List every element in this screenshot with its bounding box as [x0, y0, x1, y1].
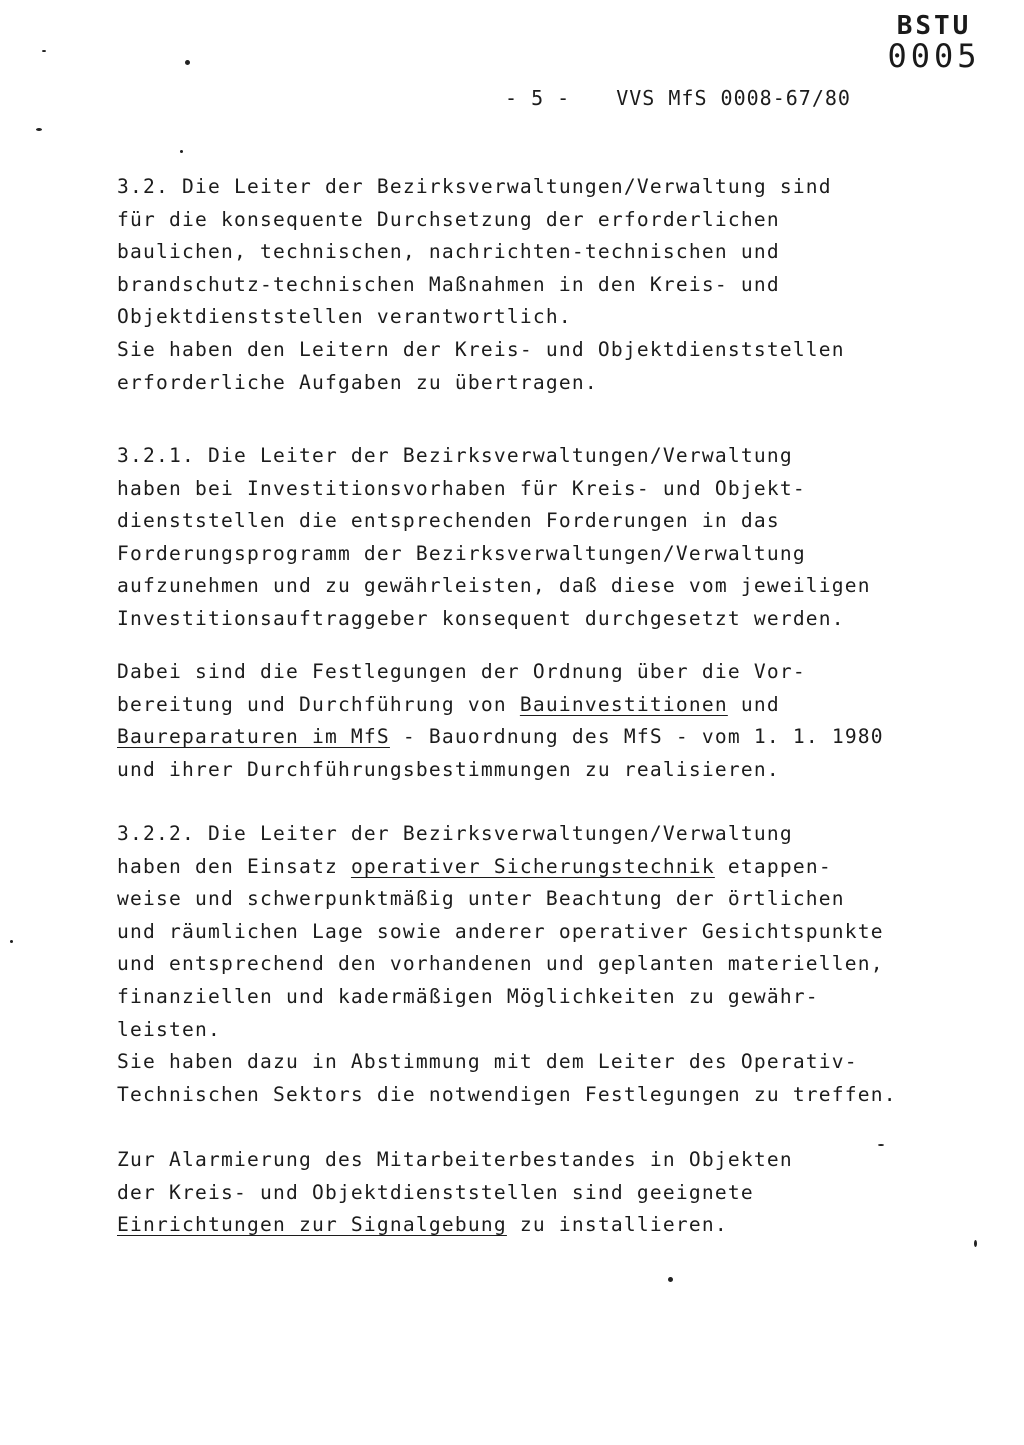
text-segment: und räumlichen Lage sowie anderer operativer Gesichtspunkte	[117, 920, 884, 943]
text-line	[117, 338, 845, 362]
underlined-phrase: Bauinvestitionen	[519, 693, 728, 716]
underlined-phrase: operativer Sicherungstechnik	[350, 855, 715, 878]
text-line	[117, 952, 884, 976]
text-segment: der Kreis- und Objektdienststellen sind geeignete	[117, 1181, 754, 1204]
text-segment: 3.2. Die Leiter der Bezirksverwaltungen/Verwaltung sind	[117, 175, 832, 198]
text-segment: haben den Einsatz	[117, 855, 351, 878]
scan-speck	[42, 50, 46, 52]
text-segment: weise und schwerpunktmäßig unter Beachtung der örtlichen	[117, 887, 845, 910]
text-line	[117, 371, 598, 395]
stamp-page-number: 0005	[887, 37, 981, 75]
scan-speck	[180, 150, 183, 153]
text-line	[117, 574, 871, 598]
text-line	[117, 855, 832, 879]
stamp-agency: BSTU	[896, 11, 972, 41]
text-line	[117, 175, 832, 199]
text-segment: aufzunehmen und zu gewährleisten, daß diese vom jeweiligen	[117, 574, 871, 597]
text-segment: 3.2.2. Die Leiter der Bezirksverwaltungen/Verwaltung	[117, 822, 793, 845]
text-line	[117, 305, 572, 329]
text-segment: baulichen, technischen, nachrichten-technischen und	[117, 240, 780, 263]
underlined-phrase: Baureparaturen im MfS	[117, 725, 390, 748]
text-line	[117, 208, 780, 232]
text-line	[117, 1213, 728, 1237]
text-segment: Objektdienststellen verantwortlich.	[117, 305, 572, 328]
text-segment: finanziellen und kadermäßigen Möglichkeiten zu gewähr-	[117, 985, 819, 1008]
text-segment: Zur Alarmierung des Mitarbeiterbestandes in Objekten	[117, 1148, 793, 1171]
text-segment: Sie haben den Leitern der Kreis- und Objektdienststellen	[117, 338, 845, 361]
text-line	[117, 477, 806, 501]
underlined-phrase: Einrichtungen zur Signalgebung	[117, 1213, 507, 1236]
archive-stamp	[878, 11, 990, 75]
text-segment: Dabei sind die Festlegungen der Ordnung über die Vor-	[117, 660, 806, 683]
text-segment: und	[727, 693, 780, 716]
text-line	[117, 273, 780, 297]
text-segment: 3.2.1. Die Leiter der Bezirksverwaltungen/Verwaltung	[117, 444, 793, 467]
scan-speck	[10, 940, 13, 943]
text-segment: etappen-	[714, 855, 832, 878]
text-segment: erforderliche Aufgaben zu übertragen.	[117, 371, 598, 394]
text-line	[117, 887, 845, 911]
document-reference: VVS MfS 0008-67/80	[616, 86, 851, 110]
text-segment: für die konsequente Durchsetzung der erforderlichen	[117, 208, 780, 231]
text-line	[117, 240, 780, 264]
text-line	[117, 660, 806, 684]
text-segment: Technischen Sektors die notwendigen Festlegungen zu treffen.	[117, 1083, 897, 1106]
text-segment: brandschutz-technischen Maßnahmen in den Kreis- und	[117, 273, 780, 296]
text-line	[117, 758, 780, 782]
scan-speck	[668, 1277, 673, 1282]
text-line	[117, 607, 845, 631]
text-segment: - Bauordnung des MfS - vom 1. 1. 1980	[389, 725, 884, 748]
text-line	[117, 822, 793, 846]
text-segment: bereitung und Durchführung von	[117, 693, 520, 716]
text-line	[117, 725, 884, 749]
text-line	[117, 444, 793, 468]
scan-speck	[974, 1240, 977, 1247]
text-line	[117, 1148, 793, 1172]
text-line	[117, 985, 819, 1009]
text-line	[117, 1018, 221, 1042]
text-segment: Sie haben dazu in Abstimmung mit dem Leiter des Operativ-	[117, 1050, 858, 1073]
text-line	[117, 509, 780, 533]
text-segment: zu installieren.	[506, 1213, 728, 1236]
text-segment: Forderungsprogramm der Bezirksverwaltungen/Verwaltung	[117, 542, 806, 565]
text-segment: und ihrer Durchführungsbestimmungen zu realisieren.	[117, 758, 780, 781]
text-segment: und entsprechend den vorhandenen und geplanten materiellen,	[117, 952, 884, 975]
text-line	[117, 693, 780, 717]
text-line	[117, 1083, 897, 1107]
text-segment: Investitionsauftraggeber konsequent durchgesetzt werden.	[117, 607, 845, 630]
scan-speck	[878, 1144, 884, 1146]
text-segment: leisten.	[117, 1018, 221, 1041]
scan-speck	[185, 60, 190, 65]
text-line	[117, 1181, 754, 1205]
page-header	[505, 86, 851, 110]
scan-speck	[36, 128, 42, 131]
text-segment: dienststellen die entsprechenden Forderungen in das	[117, 509, 780, 532]
text-segment: haben bei Investitionsvorhaben für Kreis- und Objekt-	[117, 477, 806, 500]
text-line	[117, 920, 884, 944]
page-number: - 5 -	[505, 86, 571, 110]
text-line	[117, 1050, 858, 1074]
text-line	[117, 542, 806, 566]
